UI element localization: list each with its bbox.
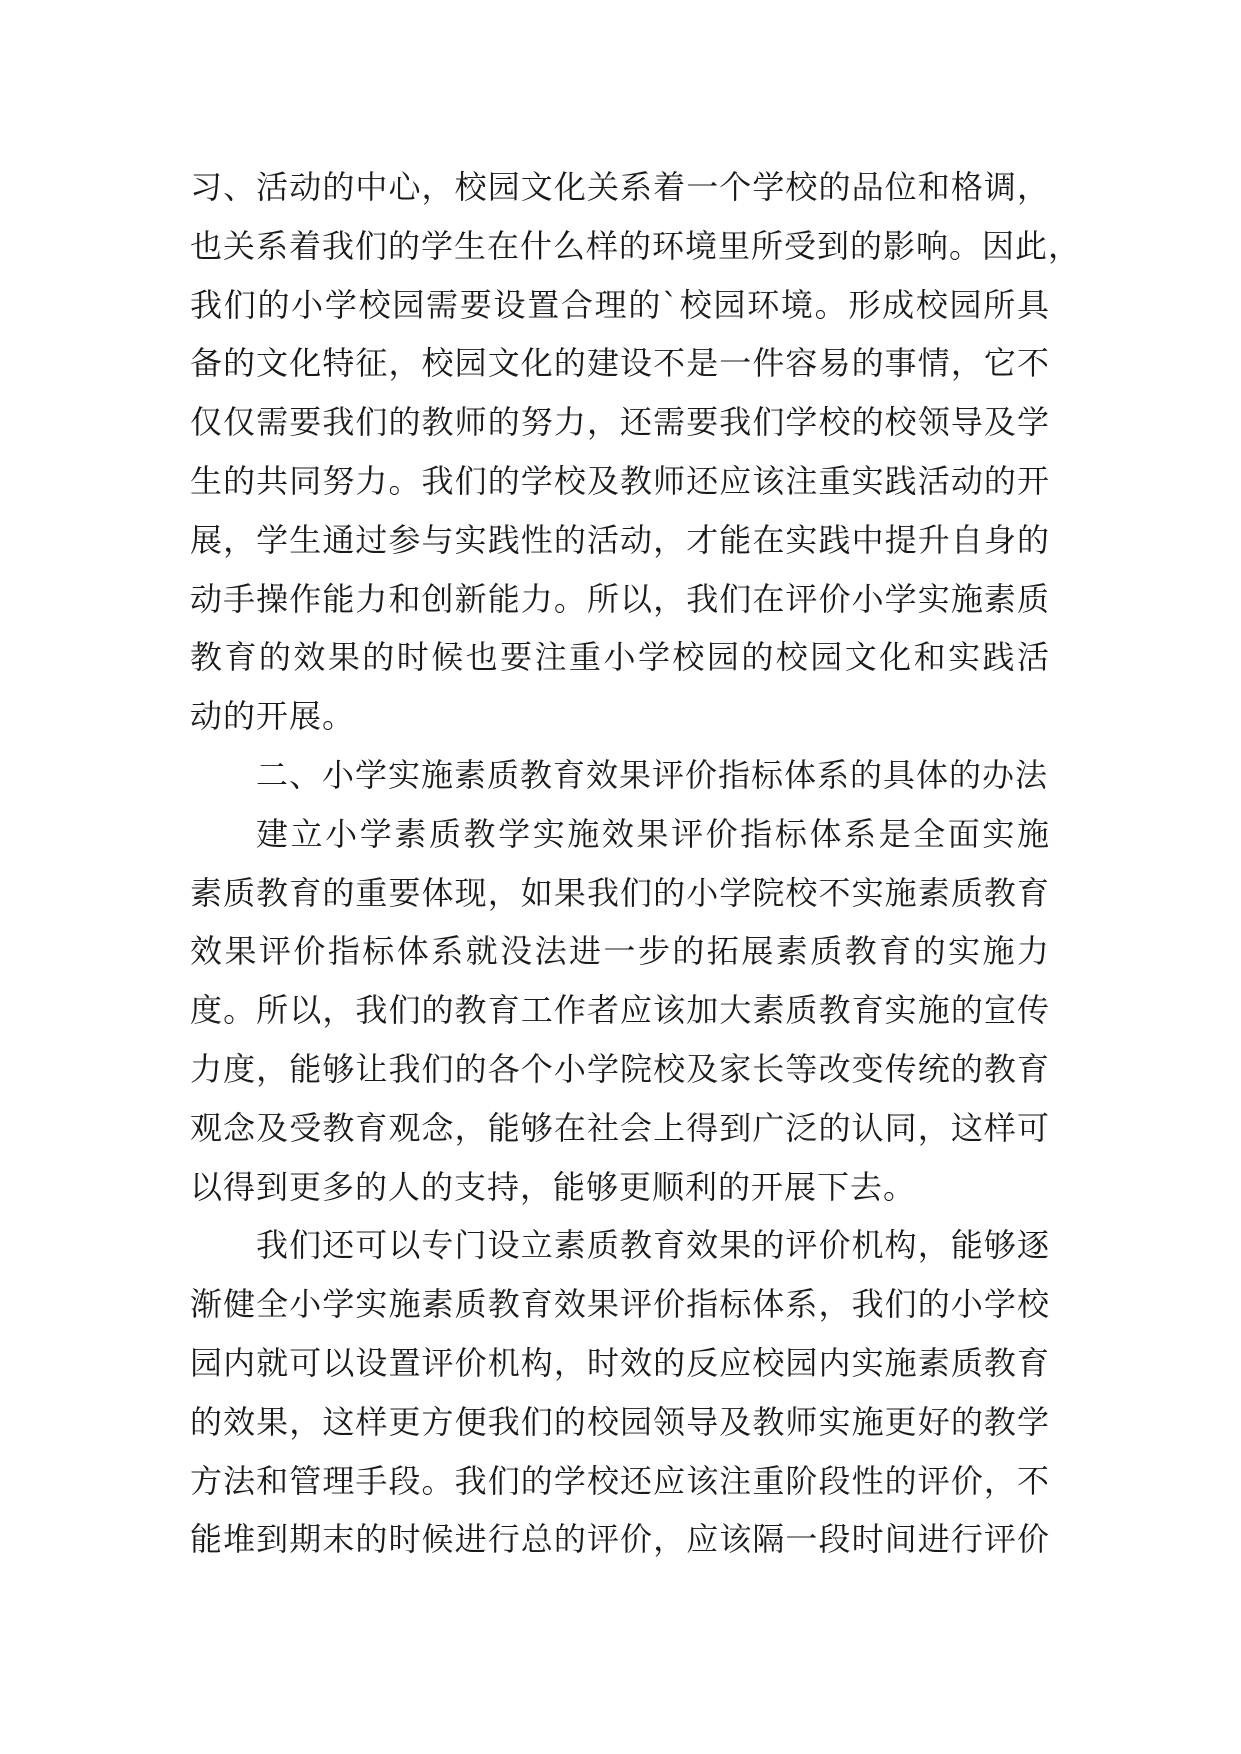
text-line: 生的共同努力。我们的学校及教师还应该注重实践活动的开 (190, 461, 1050, 500)
text-line: 渐健全小学实施素质教育效果评价指标体系，我们的小学校 (190, 1285, 1050, 1324)
text-line: 的效果，这样更方便我们的校园领导及教师实施更好的教学 (190, 1402, 1050, 1441)
text-line: 度。所以，我们的教育工作者应该加大素质教育实施的宣传 (190, 991, 1050, 1030)
text-line: 教育的效果的时候也要注重小学校园的校园文化和实践活 (190, 638, 1050, 677)
text-line: 备的文化特征，校园文化的建设不是一件容易的事情，它不 (190, 344, 1050, 383)
text-line: 动手操作能力和创新能力。所以，我们在评价小学实施素质 (190, 579, 1050, 618)
text-line: 能堆到期末的时候进行总的评价，应该隔一段时间进行评价 (190, 1520, 1050, 1559)
text-line: 也关系着我们的学生在什么样的环境里所受到的影响。因此， (190, 226, 1082, 265)
text-line: 方法和管理手段。我们的学校还应该注重阶段性的评价，不 (190, 1461, 1050, 1500)
text-line: 素质教育的重要体现，如果我们的小学院校不实施素质教育 (190, 873, 1050, 912)
text-line: 二、小学实施素质教育效果评价指标体系的具体的办法 (256, 755, 1049, 794)
text-line: 动的开展。 (190, 697, 356, 736)
text-line: 仅仅需要我们的教师的努力，还需要我们学校的校领导及学 (190, 403, 1050, 442)
text-line: 力度，能够让我们的各个小学院校及家长等改变传统的教育 (190, 1049, 1050, 1088)
text-line: 建立小学素质教学实施效果评价指标体系是全面实施 (256, 814, 1050, 853)
text-line: 以得到更多的人的支持，能够更顺利的开展下去。 (190, 1167, 917, 1206)
text-line: 园内就可以设置评价机构，时效的反应校园内实施素质教育 (190, 1343, 1050, 1382)
text-line: 观念及受教育观念，能够在社会上得到广泛的认同，这样可 (190, 1108, 1050, 1147)
text-line: 我们还可以专门设立素质教育效果的评价机构，能够逐 (256, 1226, 1050, 1265)
body-text (190, 158, 1082, 1569)
text-line: 展，学生通过参与实践性的活动，才能在实践中提升自身的 (190, 520, 1050, 559)
text-line: 我们的小学校园需要设置合理的`校园环境。形成校园所具 (190, 285, 1050, 324)
text-line: 习、活动的中心，校园文化关系着一个学校的品位和格调， (190, 168, 1050, 206)
text-line: 效果评价指标体系就没法进一步的拓展素质教育的实施力 (190, 932, 1050, 971)
